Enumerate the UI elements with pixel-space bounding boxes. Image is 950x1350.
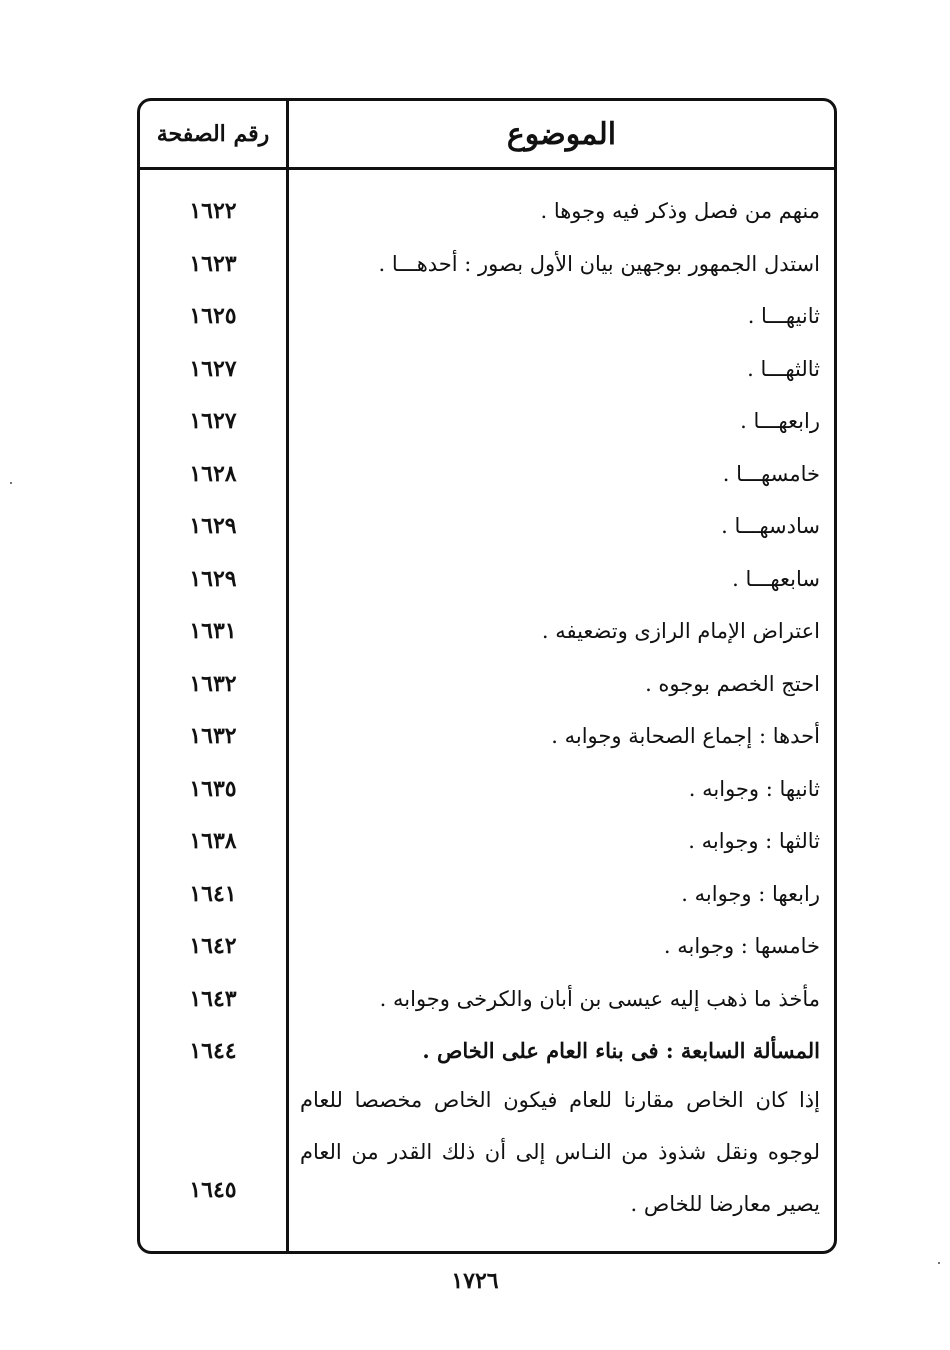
paragraph-entry: إذا كان الخاص مقارنا للعام فيكون الخاص مخصصا للعام لوجوه ونقل شذوذ من النـاس إلى أن ذلك القدر من العام يصير معارضا للخاص . xyxy=(300,1088,820,1216)
row-topic: استدل الجمهور بوجهين بيان الأول بصور : أحدهـــا . xyxy=(378,251,820,276)
table-row xyxy=(140,605,834,657)
table-row xyxy=(140,500,834,552)
row-page-number: ١٦٢٩ xyxy=(189,513,237,539)
row-page-number: ١٦٢٣ xyxy=(189,250,237,277)
header-divider xyxy=(140,167,834,170)
table-row xyxy=(140,973,834,1025)
row-topic: منهم من فصل وذكر فيه وجوها . xyxy=(540,199,820,223)
row-topic: رابعها : وجوابه . xyxy=(681,881,820,906)
row-page-number: ١٦٢٢ xyxy=(189,198,237,224)
row-page-number: ١٦٢٥ xyxy=(189,303,237,329)
row-page-number: ١٦٢٨ xyxy=(189,460,237,487)
table-row xyxy=(140,763,834,815)
row-page-number: ١٦٢٧ xyxy=(189,408,237,434)
row-topic: سادسهـــا . xyxy=(721,514,820,538)
scan-speck xyxy=(938,1262,940,1264)
table-row xyxy=(140,185,834,237)
row-page-number: ١٦٤٤ xyxy=(189,1038,237,1064)
table-row xyxy=(140,815,834,867)
page-number-header: رقم الصفحة xyxy=(156,121,270,147)
row-topic: المسألة السابعة : فى بناء العام على الخاص . xyxy=(422,1038,820,1063)
row-topic: اعتراض الإمام الرازى وتضعيفه . xyxy=(541,619,820,643)
row-page-number: ١٦٢٩ xyxy=(189,565,237,592)
row-topic: ثالثهـــا . xyxy=(747,356,820,381)
footer-page-number: ١٧٢٦ xyxy=(451,1268,499,1294)
table-row xyxy=(140,658,834,710)
table-row xyxy=(140,238,834,290)
table-row xyxy=(140,395,834,447)
row-topic: خامسها : وجوابه . xyxy=(663,934,820,958)
table-row xyxy=(140,1025,834,1077)
row-page-number: ١٦٣٢ xyxy=(189,670,237,697)
row-topic: أحدها : إجماع الصحابة وجوابه . xyxy=(551,724,820,748)
row-page-number: ١٦٣٨ xyxy=(189,828,237,854)
row-topic: ثالثها : وجوابه . xyxy=(688,829,820,853)
paragraph-page-number: ١٦٤٥ xyxy=(189,1177,237,1203)
table-row xyxy=(140,920,834,972)
table-row xyxy=(140,343,834,395)
row-topic: احتج الخصم بوجوه . xyxy=(645,671,820,696)
row-page-number: ١٦٤١ xyxy=(189,880,237,907)
row-topic: سابعهـــا . xyxy=(732,566,820,591)
row-topic: ثانيها : وجوابه . xyxy=(688,776,820,801)
row-topic: رابعهـــا . xyxy=(740,409,820,433)
scan-speck xyxy=(10,482,12,484)
row-page-number: ١٦٣٢ xyxy=(189,723,237,749)
table-row xyxy=(140,868,834,920)
row-page-number: ١٦٣٥ xyxy=(189,775,237,802)
row-page-number: ١٦٢٧ xyxy=(189,355,237,382)
topic-header: الموضوع xyxy=(506,116,617,152)
row-topic: خامسهـــا . xyxy=(722,461,820,486)
table-row xyxy=(140,448,834,500)
row-page-number: ١٦٤٢ xyxy=(189,933,237,959)
row-topic: مأخذ ما ذهب إليه عيسى بن أبان والكرخى وجوابه . xyxy=(379,986,820,1011)
table-row xyxy=(140,553,834,605)
row-page-number: ١٦٤٣ xyxy=(189,985,237,1012)
row-topic: ثانيهـــا . xyxy=(747,304,820,328)
row-page-number: ١٦٣١ xyxy=(189,618,237,644)
index-table xyxy=(137,98,837,1254)
table-row xyxy=(140,290,834,342)
table-row xyxy=(140,710,834,762)
